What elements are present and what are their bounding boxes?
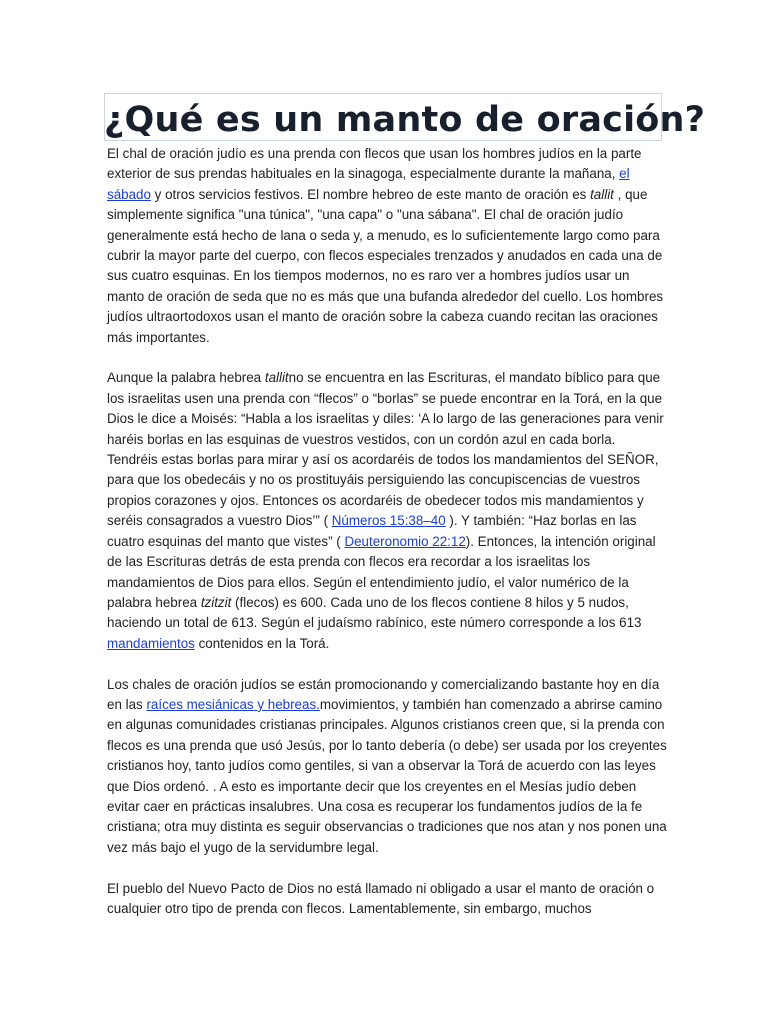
text-run: ). Y también: “Haz borlas en las cuatro esquinas del manto que vistes” ( bbox=[107, 513, 637, 549]
text-run: Los chales de oración judíos se están promocionando y comercializando bastante hoy en día en las bbox=[107, 676, 660, 712]
document-body bbox=[107, 144, 667, 940]
paragraph bbox=[107, 368, 667, 654]
paragraph bbox=[107, 879, 667, 920]
emphasized-term: tzitzit bbox=[200, 594, 232, 610]
text-run: , que simplemente significa "una túnica", "una capa" o "una sábana". El chal de oración judío generalmente está hecho de lana o seda y, a menudo, es lo suficientemente largo como para cubrir la mayor parte del cuerpo, con flecos especiales trenzados y anudados en cada una de sus cuatro esquinas. En los tiempos modernos, no es raro ver a hombres judíos usar un manto de oración de seda que no es más que una bufanda alrededor del cuello. Los hombres judíos ultraortodoxos usan el manto de oración sobre la cabeza cuando recitan las oraciones más importantes. bbox=[107, 186, 664, 345]
inline-link[interactable]: raíces mesiánicas y hebreas. bbox=[146, 696, 320, 712]
emphasized-term: tallit bbox=[264, 370, 289, 386]
text-run: ). Entonces, la intención original de las Escrituras detrás de esta prenda con flecos era recordar a los israelitas los mandamientos de Dios para ellos. Según el entendimiento judío, el valor numérico de la palabra hebrea bbox=[107, 533, 656, 610]
text-run: movimientos, y también han comenzado a abrirse camino en algunas comunidades cristianas principales. Algunos cristianos creen que, si la prenda con flecos es una prenda que usó Jesús, por lo tanto debería (o debe) ser usada por los creyentes cristianos hoy, tanto judíos como gentiles, si van a observar la Torá de acuerdo con las leyes que Dios ordenó. . A esto es importante decir que los creyentes en el Mesías judío deben evitar caer en prácticas insalubres. Una cosa es recuperar los fundamentos judíos de la fe cristiana; otra muy distinta es seguir observancias o tradiciones que nos atan y nos ponen una vez más bajo el yugo de la servidumbre legal. bbox=[107, 696, 667, 855]
inline-link[interactable]: Números 15:38–40 bbox=[331, 513, 446, 529]
inline-link[interactable]: el sábado bbox=[107, 166, 630, 202]
paragraph bbox=[107, 144, 667, 348]
emphasized-term: tallit bbox=[590, 186, 614, 202]
text-run: El chal de oración judío es una prenda con flecos que usan los hombres judíos en la parte exterior de sus prendas habituales en la sinagoga, especialmente durante la mañana, bbox=[107, 146, 642, 182]
text-run: El pueblo del Nuevo Pacto de Dios no está llamado ni obligado a usar el manto de oración o cualquier otro tipo de prenda con flecos. Lamentablemente, sin embargo, muchos bbox=[107, 880, 655, 916]
text-run: Aunque la palabra hebrea bbox=[107, 370, 265, 386]
paragraph bbox=[107, 675, 667, 859]
inline-link[interactable]: mandamientos bbox=[107, 635, 195, 651]
text-run: y otros servicios festivos. El nombre hebreo de este manto de oración es bbox=[150, 186, 591, 202]
text-run: contenidos en la Torá. bbox=[194, 635, 330, 651]
text-run: no se encuentra en las Escrituras, el mandato bíblico para que los israelitas usen una prenda con “flecos” o “borlas” se puede encontrar en la Torá, en la que Dios le dice a Moisés: “Habla a los israelitas y diles: ‘A lo largo de las generaciones para venir haréis borlas en las esquinas de vuestros vestidos, con un cordón azul en cada borla. Tendréis estas borlas para mirar y así os acordaréis de todos los mandamientos del SEÑOR, para que los obedecáis y no os prostituyáis persiguiendo las concupiscencias de vuestros propios corazones y ojos. Entonces os acordaréis de obedecer todos mis mandamientos y seréis consagrados a vuestro Dios’” ( bbox=[107, 370, 664, 529]
page-title: ¿Qué es un manto de oración? bbox=[104, 100, 706, 140]
text-run: (flecos) es 600. Cada uno de los flecos contiene 8 hilos y 5 nudos, haciendo un total de 613. Según el judaísmo rabínico, este número corresponde a los 613 bbox=[107, 594, 642, 631]
inline-link[interactable]: Deuteronomio 22:12 bbox=[344, 533, 466, 549]
